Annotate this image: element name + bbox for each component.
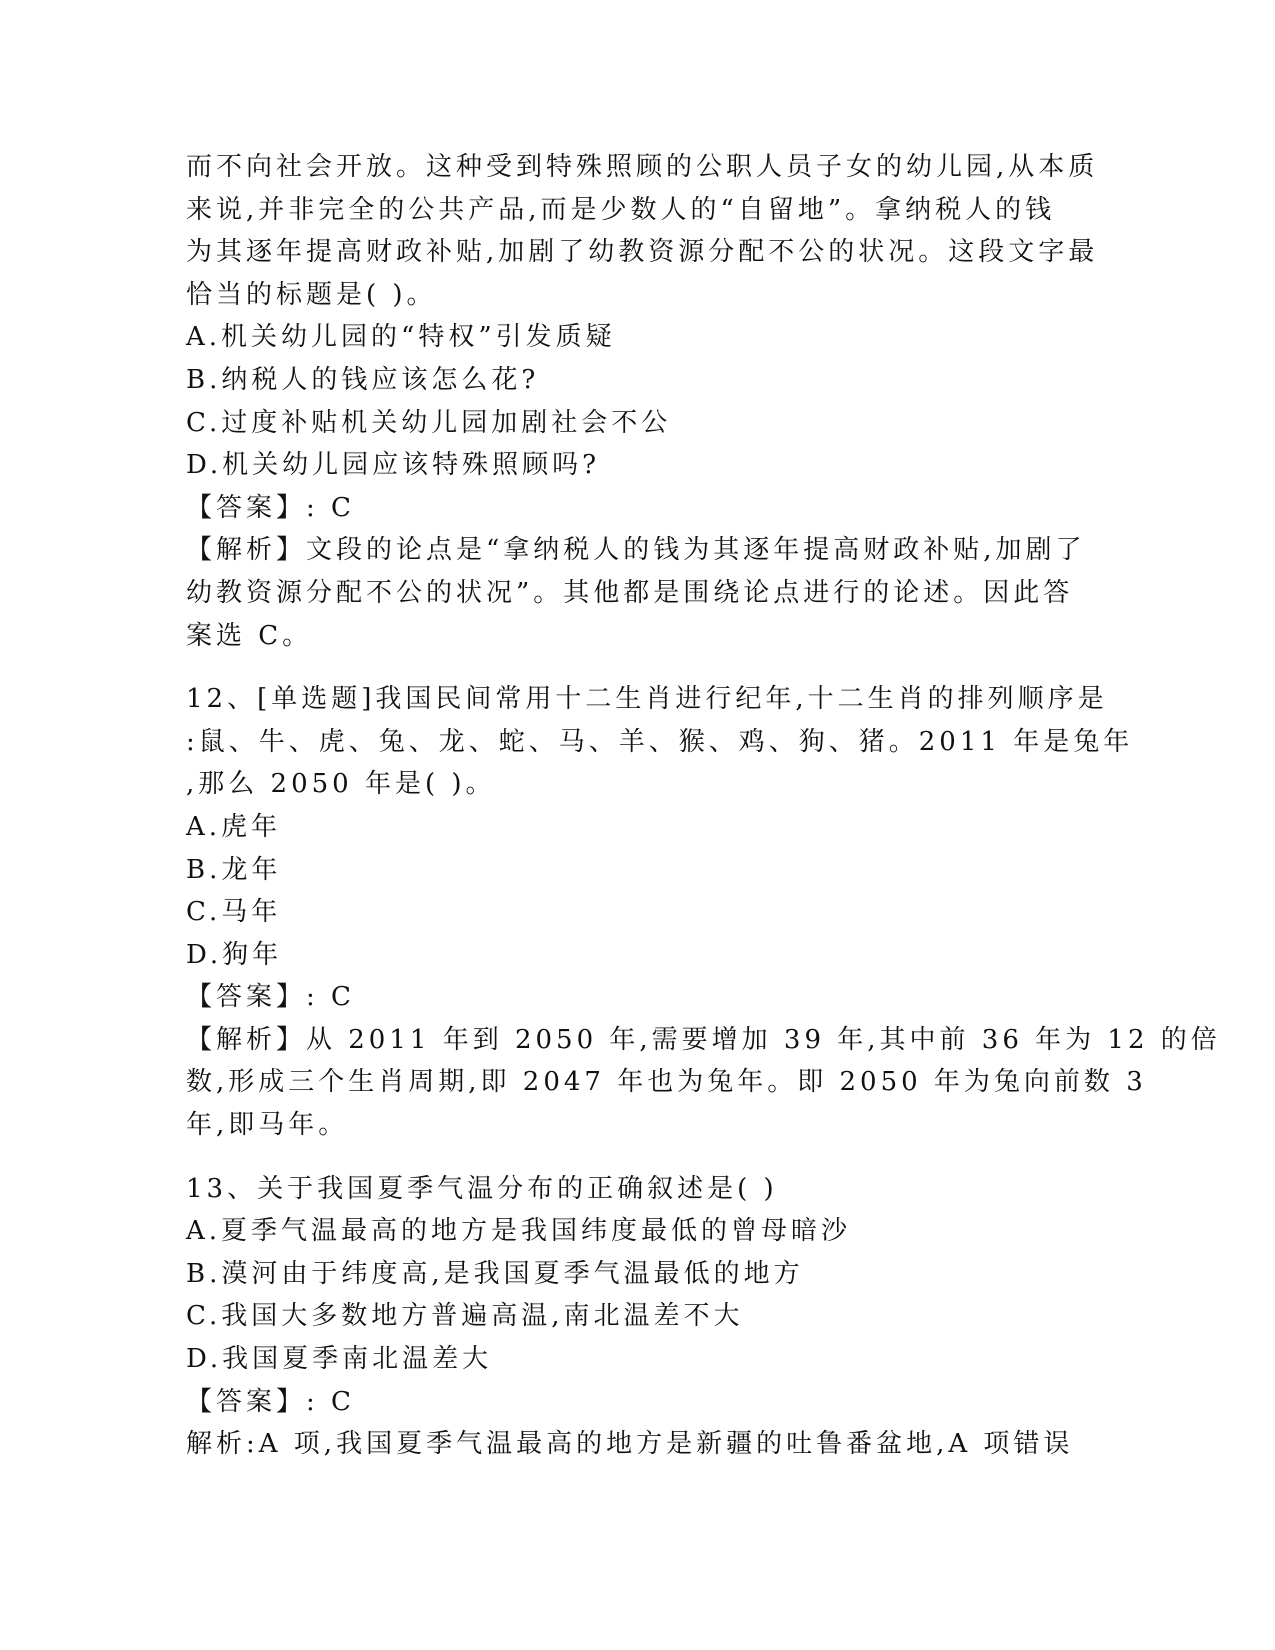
question-stem-line: 为其逐年提高财政补贴,加剧了幼教资源分配不公的状况。这段文字最 (186, 237, 1099, 268)
answer-line: 【答案】: C (186, 982, 355, 1013)
question-13 (186, 1168, 1086, 1466)
question-stem-line: 而不向社会开放。这种受到特殊照顾的公职人员子女的幼儿园,从本质 (186, 152, 1099, 182)
question-stem-line: 恰当的标题是( )。 (186, 279, 437, 310)
option-a: A.机关幼儿园的“特权”引发质疑 (186, 322, 616, 353)
question-11 (186, 146, 1099, 657)
analysis-line: 【解析】从 2011 年到 2050 年,需要增加 39 年,其中前 36 年为 12 的倍 (186, 1024, 1221, 1055)
analysis-line: 解析:A 项,我国夏季气温最高的地方是新疆的吐鲁番盆地,A 项错误 (186, 1429, 1074, 1460)
question-stem-line: 来说,并非完全的公共产品,而是少数人的“自留地”。拿纳税人的钱 (186, 194, 1056, 225)
option-a: A.夏季气温最高的地方是我国纬度最低的曾母暗沙 (186, 1216, 852, 1247)
option-c: C.马年 (186, 897, 282, 928)
analysis-line: 幼教资源分配不公的状况”。其他都是围绕论点进行的论述。因此答 (186, 577, 1074, 608)
option-c: C.我国大多数地方普遍高温,南北温差不大 (186, 1301, 744, 1332)
answer-line: 【答案】: C (186, 1386, 355, 1417)
section-spacer (186, 657, 1086, 678)
option-b: B.纳税人的钱应该怎么花? (186, 364, 540, 395)
question-stem-line: 12、[单选题]我国民间常用十二生肖进行纪年,十二生肖的排列顺序是 (186, 684, 1108, 715)
analysis-line: 案选 C。 (186, 620, 313, 651)
option-c: C.过度补贴机关幼儿园加剧社会不公 (186, 407, 672, 438)
option-b: B.龙年 (186, 854, 282, 885)
analysis-line: 数,形成三个生肖周期,即 2047 年也为兔年。即 2050 年为兔向前数 3 (186, 1067, 1147, 1098)
question-stem-line: ,那么 2050 年是( )。 (186, 769, 496, 800)
option-d: D.狗年 (186, 939, 283, 970)
option-d: D.我国夏季南北温差大 (186, 1344, 493, 1375)
question-stem-line: :鼠、牛、虎、兔、龙、蛇、马、羊、猴、鸡、狗、猪。2011 年是兔年 (186, 726, 1134, 757)
section-spacer (186, 1147, 1086, 1168)
question-12 (186, 678, 1221, 1147)
document-body (186, 146, 1221, 1466)
analysis-line: 年,即马年。 (186, 1110, 349, 1141)
option-a: A.虎年 (186, 811, 282, 842)
question-stem-line: 13、关于我国夏季气温分布的正确叙述是( ) (186, 1173, 778, 1204)
option-b: B.漠河由于纬度高,是我国夏季气温最低的地方 (186, 1258, 804, 1289)
answer-line: 【答案】: C (186, 492, 355, 523)
option-d: D.机关幼儿园应该特殊照顾吗? (186, 450, 601, 481)
analysis-line: 【解析】文段的论点是“拿纳税人的钱为其逐年提高财政补贴,加剧了 (186, 535, 1086, 566)
